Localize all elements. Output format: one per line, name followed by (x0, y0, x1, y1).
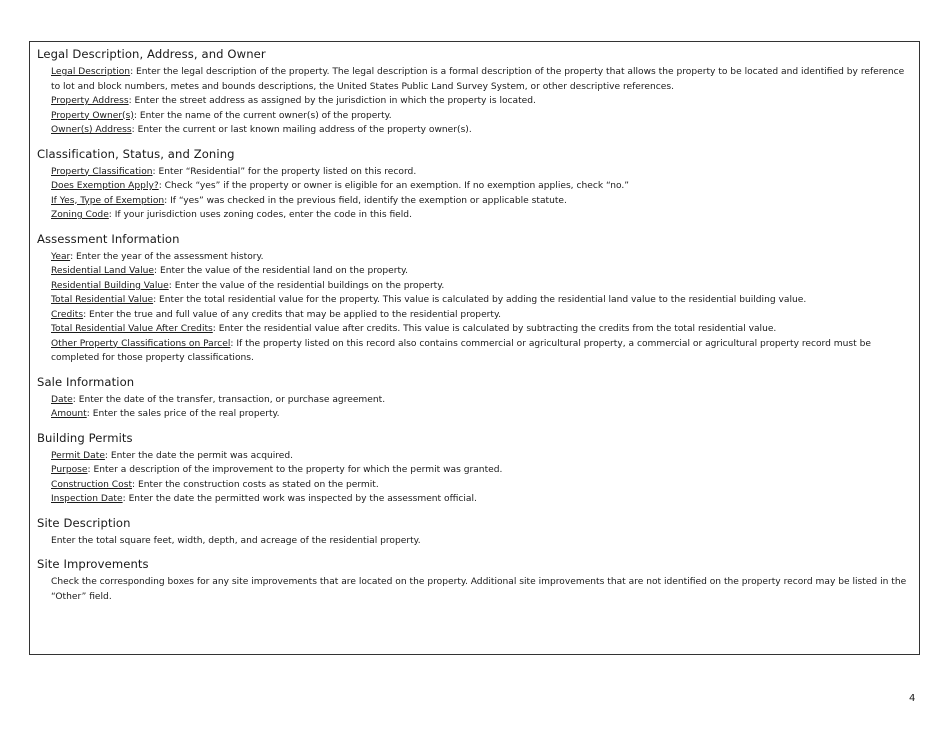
entry-text: : Enter a description of the improvement to the property for which the permit was granted. (87, 465, 503, 475)
entry-property-address (51, 94, 907, 109)
entry-text: : Enter the legal description of the property. The legal description is a formal description of the property that allows the property to be located and identified by reference to lot and block numbers, metes and bounds descriptions, the United States Public Land Survey System, or other descriptive references. (51, 67, 905, 92)
section-entries (37, 250, 907, 366)
entry-permit-date (51, 449, 907, 464)
entry-other-classifications (51, 337, 907, 366)
entry-term: Property Owner(s) (51, 110, 134, 121)
entry-term: Construction Cost (51, 479, 133, 490)
entry-text: : Enter the total residential value for the property. This value is calculated by adding the residential land value to the residential building value. (153, 295, 807, 305)
entry-text: : Enter the year of the assessment history. (70, 251, 264, 262)
entry-sale-date (51, 393, 907, 408)
entry-land-value (51, 264, 907, 279)
entry-term: Date (51, 394, 73, 405)
entry-text: : Enter the date the permitted work was inspected by the assessment official. (122, 494, 477, 504)
entry-text: : If the property listed on this record also contains commercial or agricultural property, a commercial or agricultural property record must be completed for those property classifications. (51, 338, 871, 363)
entry-exemption-type (51, 194, 907, 209)
entry-term: Owner(s) Address (51, 125, 132, 135)
section-entries (37, 575, 907, 604)
entry-term: Residential Land Value (51, 266, 155, 276)
entry-text: : Enter the date of the transfer, transaction, or purchase agreement. (72, 394, 386, 405)
section-site-description (37, 515, 907, 549)
entry-term: Total Residential Value After Credits (51, 324, 213, 334)
section-classification (37, 146, 907, 223)
section-building-permits (37, 430, 907, 507)
entry-term: Property Address (51, 96, 129, 106)
section-sale (37, 374, 907, 422)
entry-text: : Enter the value of the residential land on the property. (154, 266, 408, 276)
entry-value-after-credits (51, 322, 907, 337)
entry-term: Does Exemption Apply? (51, 181, 159, 191)
entry-term: Purpose (51, 465, 88, 475)
entry-purpose (51, 463, 907, 478)
entry-inspection-date (51, 492, 907, 507)
entry-text: : Enter the true and full value of any credits that may be applied to the residential property. (83, 309, 501, 320)
entry-text: : If “yes” was checked in the previous field, identify the exemption or applicable statute. (164, 195, 567, 206)
entry-text: : Check “yes” if the property or owner is eligible for an exemption. If no exemption applies, check “no.” (158, 181, 629, 191)
page-number: 4 (909, 693, 916, 704)
entry-site-improvements (51, 575, 907, 604)
entry-sale-amount (51, 407, 907, 422)
section-legal-description (37, 46, 907, 138)
entry-text: : Enter the sales price of the real property. (86, 409, 280, 419)
section-title: Site Improvements (37, 557, 149, 571)
section-entries (37, 449, 907, 507)
entry-owners-address (51, 123, 907, 138)
entry-property-owners (51, 109, 907, 124)
entry-text: Check the corresponding boxes for any site improvements that are located on the property. Additional site improvements that are not identified on the property record may be listed in the “Other” field. (51, 577, 907, 602)
section-entries (37, 165, 907, 223)
entry-term: Other Property Classifications on Parcel (51, 338, 231, 349)
entry-text: : Enter the name of the current owner(s) of the property. (133, 110, 392, 121)
section-title: Site Description (37, 515, 131, 530)
entry-text: : Enter the date the permit was acquired. (104, 450, 294, 461)
entry-term: Credits (51, 309, 84, 320)
section-site-improvements (37, 556, 907, 604)
entry-term: If Yes, Type of Exemption (51, 195, 165, 206)
entry-text: : Enter the street address as assigned by the jurisdiction in which the property is located. (128, 96, 536, 106)
section-title: Legal Description, Address, and Owner (37, 47, 266, 61)
section-title: Building Permits (37, 430, 133, 445)
entry-year (51, 250, 907, 265)
entry-text: : If your jurisdiction uses zoning codes, enter the code in this field. (108, 210, 412, 220)
entry-text: : Enter the value of the residential buildings on the property. (168, 280, 445, 291)
section-entries (37, 65, 907, 138)
entry-construction-cost (51, 478, 907, 493)
entry-term: Permit Date (51, 450, 105, 461)
entry-text: : Enter the residential value after credits. This value is calculated by subtracting the credits from the total residential value. (212, 324, 777, 334)
entry-text: : Enter the construction costs as stated on the permit. (132, 479, 379, 490)
instructions-box (29, 41, 920, 655)
entry-legal-description (51, 65, 907, 94)
section-title: Assessment Information (37, 231, 180, 246)
entry-text: : Enter the current or last known mailing address of the property owner(s). (131, 125, 472, 135)
entry-total-value (51, 293, 907, 308)
entry-building-value (51, 279, 907, 294)
entry-exemption-apply (51, 179, 907, 194)
entry-text: Enter the total square feet, width, depth, and acreage of the residential property. (51, 535, 421, 546)
entry-term: Amount (51, 409, 87, 419)
entry-term: Inspection Date (51, 494, 123, 504)
entry-term: Legal Description (51, 67, 131, 77)
entry-term: Zoning Code (51, 210, 109, 220)
entry-zoning-code (51, 208, 907, 223)
entry-credits (51, 308, 907, 323)
section-title: Sale Information (37, 374, 135, 389)
section-assessment (37, 231, 907, 366)
entry-property-classification (51, 165, 907, 180)
section-title: Classification, Status, and Zoning (37, 146, 235, 161)
entry-term: Total Residential Value (51, 295, 154, 305)
entry-term: Year (51, 251, 71, 262)
section-entries (37, 534, 907, 549)
entry-site-description (51, 534, 907, 549)
entry-term: Property Classification (51, 166, 153, 177)
section-entries (37, 393, 907, 422)
entry-term: Residential Building Value (51, 280, 169, 291)
entry-text: : Enter “Residential” for the property listed on this record. (152, 166, 417, 177)
